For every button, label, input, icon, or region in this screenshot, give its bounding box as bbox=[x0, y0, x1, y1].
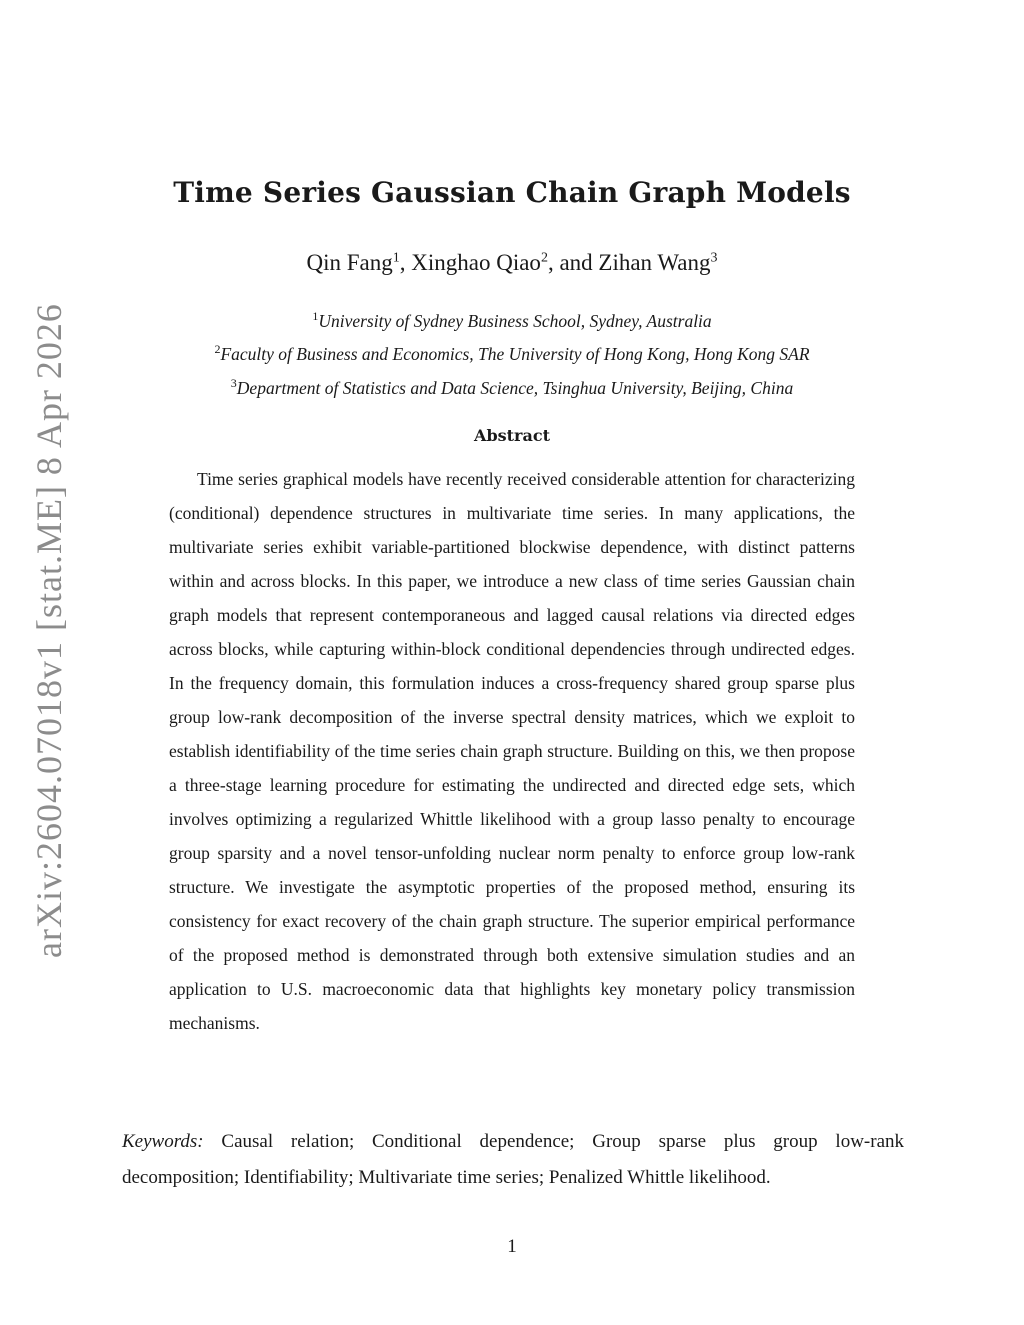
affiliation-marker: 1 bbox=[312, 309, 319, 323]
affiliation-line bbox=[0, 369, 1024, 402]
paper-title: Time Series Gaussian Chain Graph Models bbox=[173, 176, 851, 209]
author-separator: , and bbox=[547, 250, 599, 275]
author-separator: , bbox=[399, 250, 412, 275]
affiliation-marker: 3 bbox=[230, 375, 237, 390]
keywords bbox=[122, 1124, 904, 1196]
abstract-heading: Abstract bbox=[474, 426, 550, 445]
affiliation-marker: 2 bbox=[214, 342, 221, 357]
affiliation-text: University of Sydney Business School, Sydney, Australia bbox=[318, 310, 712, 331]
author-name: Qin Fang bbox=[306, 250, 393, 275]
page-number: 1 bbox=[507, 1236, 517, 1257]
affiliation-text: Faculty of Business and Economics, The University of Hong Kong, Hong Kong SAR bbox=[220, 344, 810, 365]
author-name: Zihan Wang bbox=[598, 250, 711, 275]
abstract-body: Time series graphical models have recently received considerable attention for characterizing (conditional) dependence structures in multivariate time series. In many applications, the multivariate series exhibit variable-partitioned blockwise dependence, with distinct patterns within and across blocks. In this paper, we introduce a new class of time series Gaussian chain graph models that represent contemporaneous and lagged causal relations via directed edges across blocks, while capturing within-block conditional dependencies through undirected edges. In the frequency domain, this formulation induces a cross-frequency shared group sparse plus group low-rank decomposition of the inverse spectral density matrices, which we exploit to establish identifiability of the time series chain graph structure. Building on this, we then propose a three-stage learning procedure for estimating the undirected and directed edge sets, which involves optimizing a regularized Whittle likelihood with a group lasso penalty to encourage group sparsity and a novel tensor-unfolding nuclear norm penalty to enforce group low-rank structure. We investigate the asymptotic properties of the proposed method, ensuring its consistency for exact recovery of the chain graph structure. The superior empirical performance of the proposed method is demonstrated through both extensive simulation studies and an application to U.S. macroeconomic data that highlights key monetary policy transmission mechanisms. bbox=[169, 469, 855, 1033]
author-affiliation-marker: 3 bbox=[710, 250, 718, 266]
author-name: Xinghao Qiao bbox=[411, 250, 541, 275]
affiliation-line bbox=[0, 302, 1024, 335]
affiliation-line bbox=[0, 335, 1024, 368]
author-affiliation-marker: 1 bbox=[392, 250, 400, 266]
author-affiliation-marker: 2 bbox=[540, 250, 548, 266]
affiliation-text: Department of Statistics and Data Science, Tsinghua University, Beijing, China bbox=[236, 377, 794, 398]
arxiv-identifier-stamp: arXiv:2604.07018v1 [stat.ME] 8 Apr 2026 bbox=[29, 303, 69, 958]
affiliation-list bbox=[0, 302, 1024, 402]
author-list bbox=[0, 250, 1024, 276]
keywords-text: Causal relation; Conditional dependence; Group sparse plus group low-rank decomposition; Identifiability; Multivariate time series; Penalized Whittle likelihood. bbox=[122, 1131, 905, 1188]
keywords-label: Keywords: bbox=[122, 1131, 204, 1152]
